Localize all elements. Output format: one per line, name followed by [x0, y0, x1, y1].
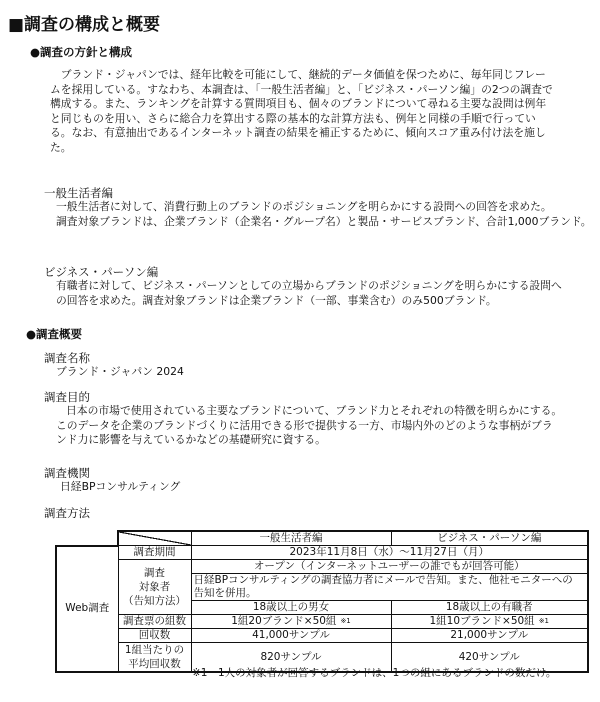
footnote-marker: ※1 — [538, 617, 550, 625]
average-general: 820サンプル — [191, 643, 391, 673]
policy-line: る。なお、有意抽出であるインターネット調査の結果を補正するために、傾向スコア重み付け法を施し — [50, 126, 546, 140]
general-heading: 一般生活者編 — [44, 186, 113, 200]
survey-purpose — [56, 404, 562, 448]
survey-org-value: 日経BPコンサルティング — [60, 480, 181, 493]
business-description — [56, 279, 562, 308]
col-header-business: ビジネス・パーソン編 — [391, 531, 588, 546]
policy-line: 構成する。また、ランキングを計算する質問項目も、個々のブランドについて尋ねる主要な設問は例年 — [50, 97, 547, 111]
policy-line: と同じものを用い、さらに総合力を算出する際の基本的な計算方法も、例年と同様の手順で行ってい — [50, 111, 536, 125]
general-line: 一般生活者に対して、消費行動上のブランドのポジショニングを明らかにする設問への回答を求めた。 — [56, 200, 552, 213]
row-label-sets: 調査票の組数 — [118, 615, 191, 629]
survey-name-value: ブランド・ジャパン 2024 — [56, 365, 184, 378]
target-general: 18歳以上の男女 — [191, 601, 391, 615]
footnote-marker: ※1 — [340, 617, 351, 625]
collected-general: 41,000サンプル — [191, 629, 391, 643]
average-label-line: 1組当たりの — [124, 644, 185, 656]
table-row — [56, 629, 588, 643]
empty-corner — [56, 531, 118, 546]
sets-business-value: 1組10ブランド×50組 — [429, 615, 535, 627]
target-business: 18歳以上の有職者 — [391, 601, 588, 615]
row-label-average — [118, 643, 191, 673]
target-notice — [191, 574, 588, 601]
policy-paragraph — [50, 68, 553, 156]
target-notice-line: 日経BPコンサルティングの調査協力者にメールで告知。また、他社モニターへの — [193, 574, 573, 586]
row-label-period: 調査期間 — [118, 546, 191, 560]
overview-heading: ●調査概要 — [26, 327, 83, 341]
average-business: 420サンプル — [391, 643, 588, 673]
general-description — [56, 200, 592, 229]
row-label-target — [118, 560, 191, 615]
purpose-line: 日本の市場で使用されている主要なブランドについて、ブランド力とそれぞれの特徴を明らかにする。 — [66, 404, 563, 417]
general-line: 調査対象ブランドは、企業ブランド（企業名・グループ名）と製品・サービスブランド、合計1,000ブランド。 — [56, 214, 592, 228]
target-label-line: （告知方法） — [123, 595, 186, 607]
average-label-line: 平均回収数 — [128, 658, 181, 670]
diagonal-header-cell — [118, 531, 191, 546]
business-line: の回答を求めた。調査対象ブランドは企業ブランド（一部、事業含む）のみ500ブランド。 — [56, 293, 497, 307]
table-header-row — [56, 531, 588, 546]
table-row — [56, 615, 588, 629]
col-header-general: 一般生活者編 — [191, 531, 391, 546]
business-heading: ビジネス・パーソン編 — [44, 265, 159, 279]
collected-business: 21,000サンプル — [391, 629, 588, 643]
policy-line: ムを採用している。すなわち、本調査は、「一般生活者編」と、「ビジネス・パーソン編」の2つの調査で — [50, 82, 553, 96]
table-row — [56, 560, 588, 574]
sets-general — [191, 615, 391, 629]
table-footnote: ※1 1人の対象者が回答するブランドは、1つの組にあるブランドの数だけ。 — [192, 667, 557, 679]
policy-heading: ●調査の方針と構成 — [30, 45, 133, 59]
sets-general-value: 1組20ブランド×50組 — [231, 615, 337, 627]
survey-purpose-label: 調査目的 — [44, 390, 90, 404]
row-label-collected: 回収数 — [118, 629, 191, 643]
survey-org-label: 調査機関 — [44, 466, 90, 480]
method-cell: Web調査 — [56, 546, 118, 673]
business-line: 有職者に対して、ビジネス・パーソンとしての立場からブランドのポジショニングを明らかにする設問へ — [56, 279, 562, 292]
sets-business — [391, 615, 588, 629]
purpose-line: このデータを企業のブランドづくりに活用できる形で提供する一方、市場内外のどのような事柄がブラ — [56, 418, 553, 432]
survey-name-label: 調査名称 — [44, 351, 90, 365]
purpose-line: ンド力に影響を与えているかなどの基礎研究に資する。 — [56, 433, 326, 447]
period-value: 2023年11月8日（水）～11月27日（月） — [191, 546, 588, 560]
survey-method-label: 調査方法 — [44, 506, 90, 520]
table-row — [56, 546, 588, 560]
policy-line: ブランド・ジャパンでは、経年比較を可能にして、継続的データ価値を保つために、毎年同じフレー — [50, 68, 546, 81]
target-label-line: 調査 — [144, 567, 165, 579]
policy-line: た。 — [50, 140, 72, 154]
target-notice-line: 告知を併用。 — [193, 587, 257, 599]
target-label-line: 対象者 — [138, 581, 171, 593]
page-title: ■調査の構成と概要 — [8, 15, 161, 35]
target-open: オープン（インターネットユーザーの誰でもが回答可能） — [191, 560, 588, 574]
survey-method-table — [55, 530, 589, 673]
